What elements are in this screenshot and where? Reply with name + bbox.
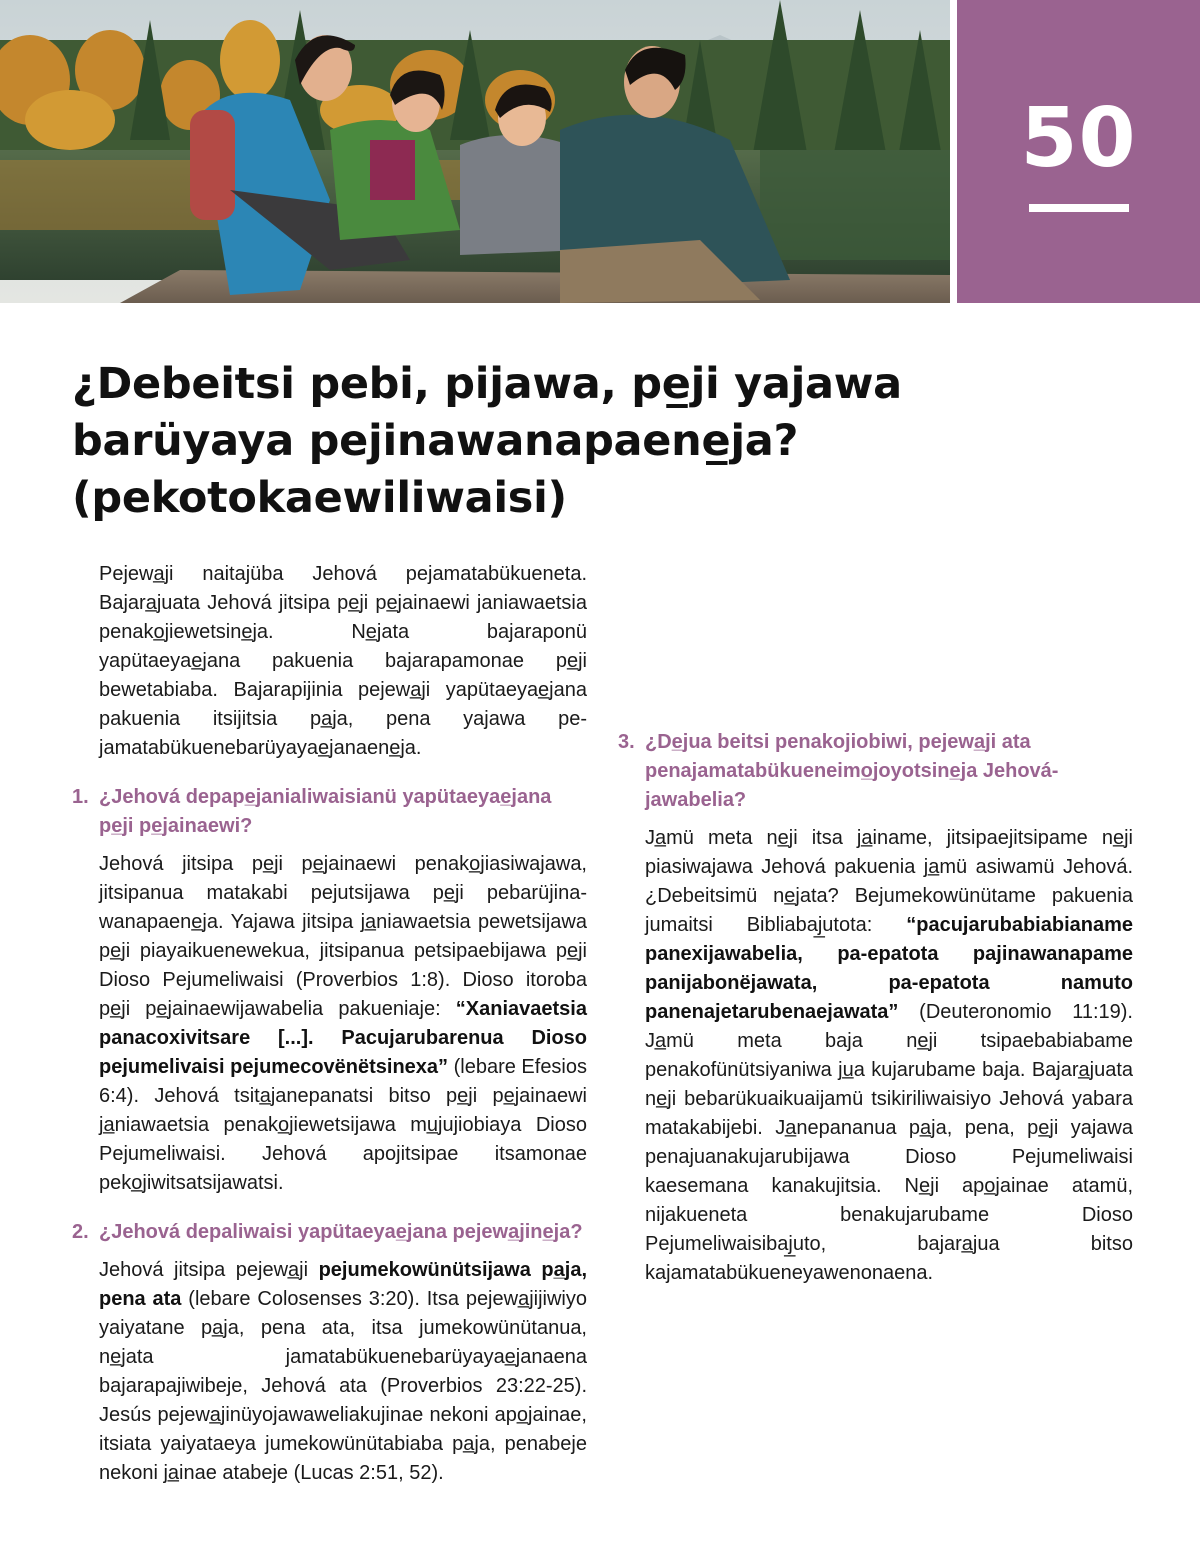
answer-1-quote: “Xaniavaetsia panacoxivitsare [...]. Pacujarubarenua Dioso pejumelivaisi pejumecovënëtsinexa”: [99, 998, 587, 1078]
question-1-text: ¿Jehová depape̲janialiwaisianü yapütaeyae̲jana pe̲ji pe̲jainaewi?: [99, 786, 552, 837]
question-3-text: ¿De̲jua beitsi penakojiobiwi, pejewa̲ji ata penajamatabükueneimo̲joyotsine̲ja Jehovájawabelia?: [645, 731, 1059, 811]
title-line-2: barüyaya pejinawanapaene̲ja?: [72, 416, 799, 466]
answer-2-text-a: Jehová jitsipa pejewa̲ji: [99, 1259, 319, 1281]
title-line-1: ¿Debeitsi pebi, pijawa, pe̲ji yajawa: [72, 359, 902, 409]
answer-2-bold: pejumekowünütsijawa pa̲ja, pena ata: [99, 1259, 587, 1310]
intro-paragraph: Pejewa̲ji naitajüba Jehová pejamatabükueneta. Bajara̲juata Jehová jitsipa pe̲ji pe̲jainaewi janiawaetsia penako̲jiewetsine̲ja. Ne̲jata bajaraponü yapütaeyae̲jana pakuenia bajarapamonae pe̲ji bewetabiaba. Bajarapijinia pejewa̲ji yapütaeyae̲jana pakuenia itsijitsia pa̲ja, pena yajawa pejamatabükuenebarüyayae̲janaene̲ja.: [99, 563, 587, 759]
left-column: [72, 560, 587, 1488]
answer-3-paragraph: [618, 824, 1133, 1288]
page-title: [72, 356, 1072, 527]
question-2: [72, 1218, 587, 1247]
question-1: [72, 783, 587, 841]
chapter-number: 50: [1020, 91, 1137, 186]
answer-3-text-a: Ja̲mü meta ne̲ji itsa ja̲iname, jitsipaejitsipame ne̲ji piasiwajawa Jehová pakuenia ja̲mü asiwamü Jehová. ¿Debeitsimü ne̲jata? Bejumekowünütame pakuenia jumaitsi Bibliabaj̲utota:: [645, 827, 1133, 936]
right-column: [618, 560, 1133, 1288]
question-1-number: 1.: [72, 786, 89, 808]
question-3-number: 3.: [618, 731, 635, 753]
family-on-dock-image: [0, 0, 950, 303]
answer-2-paragraph: [72, 1256, 587, 1488]
answer-3-text-b: (Deuteronomio 11:19). Ja̲mü meta baja ne̲ji tsipaebabiabame penakofünütsiyaniwa ju̲a kujarubame baja. Bajara̲juata ne̲ji bebarükuaikuaijamü tsikiriliwaisiyo Jehová yabara matakabijebi. Ja̲nepananua pa̲ja, pena, pe̲ji yajawa penajuanakujarubijawa Dioso Pejumeliwaisi kaesemana kanakujitsia. Ne̲ji apo̲jainae atamü, nijakueneta benakujarubame Dioso Pejumeliwaisibaj̲uto, bajara̲jua bitso kajamatabükueneyawenonaena.: [645, 1001, 1133, 1284]
answer-2-text-b: (lebare Colosenses 3:20). Itsa pejewa̲jijiwiyo yaiyatane pa̲ja, pena ata, itsa jumekowünütanua, ne̲jata jamatabükuenebarüyayae̲janaena bajarapajiwibeje, Jehová ata (Proverbios 23:22-25). Jesús pejewa̲jinüyojawaweliakujinae nekoni apo̲jainae, itsiata yaiyataeya jumekowünütabiaba pa̲ja, penabeje nekoni ja̲inae atabeje (Lucas 2:51, 52).: [99, 1288, 587, 1484]
answer-3-quote: “pacujarubabiabianame panexijawabelia, pa-epatota pajinawanapame panijabonëjawata, pa-epatota namuto panenajetarubenaejawata”: [645, 914, 1133, 1023]
question-3: [618, 728, 1133, 815]
question-2-text: ¿Jehová depaliwaisi yapütaeyae̲jana pejewa̲jine̲ja?: [99, 1221, 583, 1243]
chapter-underline: [1029, 204, 1129, 212]
hero-photo: [0, 0, 950, 303]
answer-1-paragraph: [72, 850, 587, 1198]
chapter-number-box: [957, 0, 1200, 303]
question-2-number: 2.: [72, 1221, 89, 1243]
answer-1-text-a: Jehová jitsipa pe̲ji pe̲jainaewi penako̲jiasiwajawa, jitsipanua matakabi pejutsijawa pe̲ji pebarüjinawanapaene̲ja. Yajawa jitsipa ja̲niawaetsia pewetsijawa pe̲ji piayaikuenewekua, jitsipanua petsipaebijawa pe̲ji Dioso Pejumeliwaisi (Proverbios 1:8). Dioso itoroba pe̲ji pe̲jainaewijawabelia pakueniaje:: [99, 853, 587, 1020]
title-line-3: (pekotokaewiliwaisi): [72, 473, 567, 523]
answer-1-text-b: (lebare Efesios 6:4). Jehová tsita̲janepanatsi bitso pe̲ji pe̲jainaewi ja̲niawaetsia penako̲jiewetsijawa mu̲jujiobiaya Dioso Pejumeliwaisi. Jehová apojitsipae itsamonae peko̲jiwitsatsijawatsi.: [99, 1056, 588, 1194]
